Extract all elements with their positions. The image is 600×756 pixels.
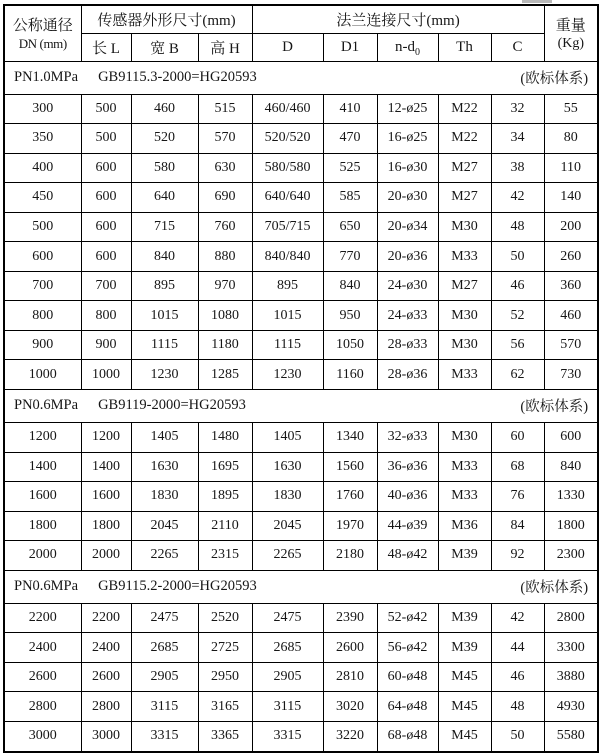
standard-system-note: (欧标体系) <box>520 580 589 597</box>
data-row <box>4 153 598 183</box>
dimension-value-cell: 2725 <box>198 633 252 663</box>
section-header-row <box>4 570 598 603</box>
header-row-2 <box>4 33 598 61</box>
dimension-value-cell: 600 <box>81 242 131 272</box>
dimension-value-cell: M45 <box>438 662 491 692</box>
section-left-group <box>14 578 257 595</box>
dimension-value-cell: M30 <box>438 301 491 331</box>
header-weight-line2: (Kg) <box>557 36 585 52</box>
dimension-value-cell: 1340 <box>323 422 377 452</box>
dimension-value-cell: 80 <box>544 124 598 154</box>
header-weight <box>544 5 598 61</box>
dimension-value-cell: 730 <box>544 360 598 390</box>
data-row <box>4 94 598 124</box>
dn-value-cell: 450 <box>4 183 81 213</box>
dimension-value-cell: 1405 <box>131 422 198 452</box>
dimension-value-cell: 64-ø48 <box>377 692 438 722</box>
dimension-value-cell: 1000 <box>81 360 131 390</box>
dimension-value-cell: M33 <box>438 242 491 272</box>
dimension-value-cell: M22 <box>438 124 491 154</box>
dimension-value-cell: 36-ø36 <box>377 452 438 482</box>
header-dn-line1: 公称通径 <box>12 18 73 35</box>
dimension-value-cell: 3115 <box>252 692 323 722</box>
dimension-value-cell: 50 <box>491 242 544 272</box>
dimension-value-cell: M30 <box>438 422 491 452</box>
dimension-value-cell: 1600 <box>81 482 131 512</box>
dimension-value-cell: 600 <box>81 153 131 183</box>
dimension-value-cell: 500 <box>81 94 131 124</box>
dimension-value-cell: 28-ø36 <box>377 360 438 390</box>
dimension-value-cell: 1830 <box>131 482 198 512</box>
dimension-value-cell: 520/520 <box>252 124 323 154</box>
dimension-value-cell: 515 <box>198 94 252 124</box>
dimension-value-cell: 360 <box>544 271 598 301</box>
dimension-value-cell: 62 <box>491 360 544 390</box>
dimension-value-cell: 50 <box>491 721 544 752</box>
dimension-value-cell: M33 <box>438 452 491 482</box>
subheader-cell <box>81 33 131 61</box>
dimension-value-cell: 1330 <box>544 482 598 512</box>
dimension-value-cell: 20-ø30 <box>377 183 438 213</box>
dimension-value-cell: 2950 <box>198 662 252 692</box>
dimension-value-cell: 950 <box>323 301 377 331</box>
data-row <box>4 124 598 154</box>
data-row <box>4 360 598 390</box>
dimension-value-cell: M45 <box>438 721 491 752</box>
dn-value-cell: 2400 <box>4 633 81 663</box>
dimension-value-cell: 2265 <box>252 541 323 571</box>
dimension-value-cell: 1800 <box>81 511 131 541</box>
dimension-value-cell: 40-ø36 <box>377 482 438 512</box>
dimension-value-cell: 2600 <box>323 633 377 663</box>
dimension-value-cell: 20-ø34 <box>377 212 438 242</box>
data-row <box>4 242 598 272</box>
data-row <box>4 301 598 331</box>
dimension-value-cell: 1015 <box>252 301 323 331</box>
dimension-value-cell: M33 <box>438 482 491 512</box>
section-header-cell <box>4 570 598 603</box>
dimension-value-cell: 20-ø36 <box>377 242 438 272</box>
subheader-label: n-d <box>395 38 416 55</box>
section-header-content <box>14 395 588 416</box>
pressure-rating-label: PN0.6MPa <box>14 397 79 414</box>
dn-value-cell: 1200 <box>4 422 81 452</box>
dimension-value-cell: 68 <box>491 452 544 482</box>
dimension-value-cell: 1230 <box>252 360 323 390</box>
standard-code-label: GB9119-2000=HG20593 <box>98 397 246 414</box>
section-header-cell <box>4 389 598 422</box>
dimension-value-cell: 2475 <box>131 603 198 633</box>
dn-value-cell: 600 <box>4 242 81 272</box>
data-row <box>4 330 598 360</box>
subheader-cell <box>323 33 377 61</box>
dimension-value-cell: 28-ø33 <box>377 330 438 360</box>
dimension-value-cell: M33 <box>438 360 491 390</box>
dimension-value-cell: 16-ø25 <box>377 124 438 154</box>
dimension-value-cell: 2905 <box>131 662 198 692</box>
dimension-value-cell: 715 <box>131 212 198 242</box>
dimension-value-cell: 55 <box>544 94 598 124</box>
dimension-value-cell: 700 <box>81 271 131 301</box>
data-row <box>4 422 598 452</box>
dimension-value-cell: 1480 <box>198 422 252 452</box>
section-header-content <box>14 576 588 597</box>
subheader-label: 高 H <box>210 40 240 57</box>
dimension-value-cell: 2000 <box>81 541 131 571</box>
header-dn-line2: DN (mm) <box>18 36 67 52</box>
dimension-value-cell: 42 <box>491 603 544 633</box>
dimension-value-cell: 1800 <box>544 511 598 541</box>
dimension-value-cell: 32-ø33 <box>377 422 438 452</box>
dimension-value-cell: 24-ø33 <box>377 301 438 331</box>
dn-value-cell: 1000 <box>4 360 81 390</box>
dimension-value-cell: 46 <box>491 271 544 301</box>
subheader-cell <box>198 33 252 61</box>
dimension-value-cell: 2475 <box>252 603 323 633</box>
dn-value-cell: 700 <box>4 271 81 301</box>
dimension-value-cell: 84 <box>491 511 544 541</box>
dimension-value-cell: 1050 <box>323 330 377 360</box>
dimension-value-cell: M22 <box>438 94 491 124</box>
dimension-value-cell: 44 <box>491 633 544 663</box>
dimension-value-cell: 2315 <box>198 541 252 571</box>
flange-dimension-table <box>3 4 599 753</box>
dimension-value-cell: 460/460 <box>252 94 323 124</box>
header-sensor-dimensions-group: 传感器外形尺寸(mm) <box>81 5 252 33</box>
data-row <box>4 721 598 752</box>
dimension-value-cell: 2110 <box>198 511 252 541</box>
dimension-value-cell: 60-ø48 <box>377 662 438 692</box>
dimension-value-cell: 570 <box>544 330 598 360</box>
dimension-value-cell: 2810 <box>323 662 377 692</box>
subheader-subscript: 0 <box>415 46 421 58</box>
dimension-value-cell: 460 <box>131 94 198 124</box>
dimension-value-cell: 42 <box>491 183 544 213</box>
header-row-1 <box>4 5 598 33</box>
dimension-value-cell: 2685 <box>252 633 323 663</box>
dimension-value-cell: 600 <box>81 212 131 242</box>
dimension-value-cell: 2400 <box>81 633 131 663</box>
dimension-value-cell: 1405 <box>252 422 323 452</box>
dimension-value-cell: 1630 <box>131 452 198 482</box>
dimension-value-cell: 1630 <box>252 452 323 482</box>
dn-value-cell: 1600 <box>4 482 81 512</box>
section-header-row <box>4 389 598 422</box>
dimension-value-cell: 1830 <box>252 482 323 512</box>
dimension-value-cell: 34 <box>491 124 544 154</box>
dimension-value-cell: 68-ø48 <box>377 721 438 752</box>
dimension-value-cell: 38 <box>491 153 544 183</box>
dimension-value-cell: M39 <box>438 633 491 663</box>
dimension-value-cell: 840 <box>323 271 377 301</box>
dimension-value-cell: M27 <box>438 153 491 183</box>
dimension-value-cell: 970 <box>198 271 252 301</box>
subheader-cell <box>252 33 323 61</box>
standard-code-label: GB9115.3-2000=HG20593 <box>98 69 257 85</box>
dimension-value-cell: 580 <box>131 153 198 183</box>
dimension-value-cell: 585 <box>323 183 377 213</box>
dimension-value-cell: 16-ø30 <box>377 153 438 183</box>
dimension-value-cell: 52 <box>491 301 544 331</box>
data-row <box>4 452 598 482</box>
dimension-value-cell: 3365 <box>198 721 252 752</box>
data-row <box>4 662 598 692</box>
dn-value-cell: 1400 <box>4 452 81 482</box>
cropped-content-artifact <box>522 0 552 3</box>
dimension-value-cell: 2045 <box>252 511 323 541</box>
dimension-value-cell: 1200 <box>81 422 131 452</box>
dimension-value-cell: M39 <box>438 603 491 633</box>
subheader-cell <box>377 33 438 61</box>
subheader-label: 长 L <box>92 40 120 57</box>
header-nominal-diameter <box>4 5 81 61</box>
dn-value-cell: 900 <box>4 330 81 360</box>
dimension-value-cell: 48 <box>491 692 544 722</box>
dimension-value-cell: 470 <box>323 124 377 154</box>
dimension-value-cell: 1160 <box>323 360 377 390</box>
dimension-value-cell: 2300 <box>544 541 598 571</box>
dimension-value-cell: 1015 <box>131 301 198 331</box>
standard-system-note: (欧标体系) <box>520 71 589 87</box>
dimension-value-cell: 1695 <box>198 452 252 482</box>
dimension-value-cell: 410 <box>323 94 377 124</box>
dimension-value-cell: 580/580 <box>252 153 323 183</box>
standard-code-label: GB9115.2-2000=HG20593 <box>98 578 257 595</box>
dimension-value-cell: 2265 <box>131 541 198 571</box>
data-row <box>4 603 598 633</box>
dimension-value-cell: 2800 <box>81 692 131 722</box>
subheader-label: Th <box>456 38 473 55</box>
dimension-value-cell: 2685 <box>131 633 198 663</box>
dn-value-cell: 2000 <box>4 541 81 571</box>
dimension-value-cell: 24-ø30 <box>377 271 438 301</box>
dimension-value-cell: 110 <box>544 153 598 183</box>
dn-value-cell: 300 <box>4 94 81 124</box>
dimension-value-cell: 650 <box>323 212 377 242</box>
dimension-value-cell: 48 <box>491 212 544 242</box>
dimension-value-cell: M27 <box>438 271 491 301</box>
dimension-value-cell: 800 <box>81 301 131 331</box>
dimension-value-cell: 1970 <box>323 511 377 541</box>
dn-value-cell: 3000 <box>4 721 81 752</box>
dimension-value-cell: 1895 <box>198 482 252 512</box>
subheader-label: D1 <box>340 38 360 55</box>
dn-value-cell: 400 <box>4 153 81 183</box>
dimension-value-cell: 140 <box>544 183 598 213</box>
dn-value-cell: 1800 <box>4 511 81 541</box>
section-header-content <box>14 67 588 88</box>
dimension-value-cell: 840 <box>544 452 598 482</box>
dimension-value-cell: 3315 <box>252 721 323 752</box>
dimension-value-cell: 2905 <box>252 662 323 692</box>
dimension-value-cell: 525 <box>323 153 377 183</box>
data-row <box>4 541 598 571</box>
dimension-value-cell: 460 <box>544 301 598 331</box>
dimension-value-cell: 690 <box>198 183 252 213</box>
subheader-label: D <box>282 38 293 55</box>
dimension-value-cell: 880 <box>198 242 252 272</box>
dimension-value-cell: 44-ø39 <box>377 511 438 541</box>
dimension-value-cell: 4930 <box>544 692 598 722</box>
dimension-value-cell: 1230 <box>131 360 198 390</box>
dn-value-cell: 500 <box>4 212 81 242</box>
dimension-value-cell: 895 <box>252 271 323 301</box>
dimension-value-cell: 56 <box>491 330 544 360</box>
data-row <box>4 511 598 541</box>
data-row <box>4 271 598 301</box>
dimension-value-cell: 840 <box>131 242 198 272</box>
subheader-label: 宽 B <box>150 40 179 57</box>
header-weight-line1: 重量 <box>555 18 586 35</box>
dimension-value-cell: 3300 <box>544 633 598 663</box>
data-row <box>4 183 598 213</box>
dimension-value-cell: 570 <box>198 124 252 154</box>
dimension-value-cell: 1400 <box>81 452 131 482</box>
dimension-value-cell: 1180 <box>198 330 252 360</box>
dimension-value-cell: 2520 <box>198 603 252 633</box>
dimension-value-cell: 3020 <box>323 692 377 722</box>
dimension-value-cell: 2180 <box>323 541 377 571</box>
subheader-cell <box>131 33 198 61</box>
section-header-cell <box>4 61 598 94</box>
section-left-group <box>14 69 257 86</box>
data-row <box>4 212 598 242</box>
data-row <box>4 482 598 512</box>
dimension-value-cell: 46 <box>491 662 544 692</box>
pressure-rating-label: PN0.6MPa <box>14 578 79 595</box>
section-header-row <box>4 61 598 94</box>
dimension-value-cell: 1285 <box>198 360 252 390</box>
dimension-value-cell: 3165 <box>198 692 252 722</box>
dimension-value-cell: 12-ø25 <box>377 94 438 124</box>
table-header <box>4 5 598 61</box>
dn-value-cell: 2200 <box>4 603 81 633</box>
dimension-value-cell: 92 <box>491 541 544 571</box>
dn-value-cell: 2800 <box>4 692 81 722</box>
dn-value-cell: 800 <box>4 301 81 331</box>
dimension-value-cell: 760 <box>198 212 252 242</box>
dimension-value-cell: 2390 <box>323 603 377 633</box>
dimension-value-cell: 3115 <box>131 692 198 722</box>
dimension-value-cell: 895 <box>131 271 198 301</box>
section-left-group <box>14 397 246 414</box>
dimension-value-cell: 32 <box>491 94 544 124</box>
dimension-value-cell: 705/715 <box>252 212 323 242</box>
dimension-value-cell: 1080 <box>198 301 252 331</box>
dn-value-cell: 2600 <box>4 662 81 692</box>
dimension-value-cell: M27 <box>438 183 491 213</box>
dimension-value-cell: 260 <box>544 242 598 272</box>
pressure-rating-label: PN1.0MPa <box>14 69 79 85</box>
dimension-value-cell: 52-ø42 <box>377 603 438 633</box>
table-body <box>4 61 598 752</box>
dimension-value-cell: 640/640 <box>252 183 323 213</box>
dimension-value-cell: 2200 <box>81 603 131 633</box>
dimension-value-cell: 1760 <box>323 482 377 512</box>
dimension-value-cell: 600 <box>544 422 598 452</box>
dimension-value-cell: 500 <box>81 124 131 154</box>
dn-value-cell: 350 <box>4 124 81 154</box>
dimension-value-cell: 1560 <box>323 452 377 482</box>
dimension-value-cell: 1115 <box>252 330 323 360</box>
dimension-value-cell: 630 <box>198 153 252 183</box>
dimension-value-cell: 3220 <box>323 721 377 752</box>
dimension-value-cell: 3315 <box>131 721 198 752</box>
dimension-value-cell: 2045 <box>131 511 198 541</box>
dimension-value-cell: 2800 <box>544 603 598 633</box>
dimension-value-cell: M39 <box>438 541 491 571</box>
header-flange-connection-group: 法兰连接尺寸(mm) <box>252 5 544 33</box>
subheader-cell <box>438 33 491 61</box>
dimension-value-cell: 600 <box>81 183 131 213</box>
dimension-value-cell: M36 <box>438 511 491 541</box>
dimension-value-cell: 200 <box>544 212 598 242</box>
dimension-value-cell: M45 <box>438 692 491 722</box>
dimension-value-cell: 76 <box>491 482 544 512</box>
dimension-value-cell: 48-ø42 <box>377 541 438 571</box>
dimension-value-cell: 520 <box>131 124 198 154</box>
subheader-label: C <box>512 38 523 55</box>
dimension-value-cell: 2600 <box>81 662 131 692</box>
dimension-value-cell: 1115 <box>131 330 198 360</box>
dimension-value-cell: 840/840 <box>252 242 323 272</box>
dimension-value-cell: M30 <box>438 330 491 360</box>
dimension-value-cell: 770 <box>323 242 377 272</box>
data-row <box>4 692 598 722</box>
dimension-value-cell: 3000 <box>81 721 131 752</box>
standard-system-note: (欧标体系) <box>520 399 589 416</box>
dimension-value-cell: 56-ø42 <box>377 633 438 663</box>
dimension-value-cell: M30 <box>438 212 491 242</box>
dimension-value-cell: 60 <box>491 422 544 452</box>
dimension-value-cell: 900 <box>81 330 131 360</box>
data-row <box>4 633 598 663</box>
dimension-value-cell: 5580 <box>544 721 598 752</box>
dimension-value-cell: 3880 <box>544 662 598 692</box>
dimension-value-cell: 640 <box>131 183 198 213</box>
subheader-cell <box>491 33 544 61</box>
